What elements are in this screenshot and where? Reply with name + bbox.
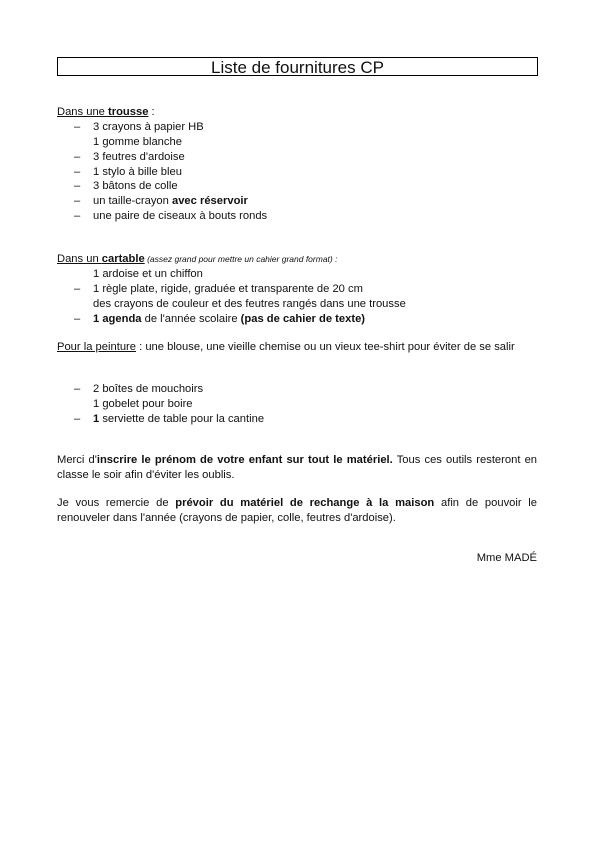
list-item [57,312,537,327]
paragraph-inscription [57,453,537,483]
list-item [57,135,537,150]
item-text: de l'année scolaire [141,312,241,325]
section-trousse [57,105,537,224]
item-text: serviette de table pour la cantine [99,412,265,425]
paragraph-bold: prévoir du matériel de rechange à la maison [175,497,435,509]
list-item [57,382,537,397]
heading-text: Dans une [57,106,108,118]
dash: – [74,150,81,163]
item-list [57,267,537,327]
item-list [57,120,537,224]
dash: – [74,383,81,395]
dash: – [74,282,81,295]
dash: – [74,312,81,325]
section-peinture [57,340,537,355]
section-heading [57,105,537,120]
list-item [57,150,537,165]
heading-suffix: : [148,106,155,118]
item-text: 3 feutres d'ardoise [93,150,185,163]
signature: Mme MADÉ [476,552,537,564]
item-bold: avec réservoir [171,195,248,208]
dash: – [74,180,81,193]
item-text: 3 crayons à papier HB [93,120,204,133]
item-bold: 1 agenda [93,312,142,325]
list-item [57,412,537,427]
heading-note: (assez grand pour mettre un cahier grand format) : [144,254,338,264]
heading-bold: trousse [108,106,149,118]
list-item [57,194,537,209]
item-text: 1 gobelet pour boire [93,397,193,410]
list-item [57,282,537,297]
title-box [57,57,538,76]
list-item [57,397,537,412]
list-item [57,297,537,312]
paragraph-text: afin de pouvoir le renouveler dans l'année (crayons de papier, colle, feutres d'ardoise). [57,497,538,524]
paragraph-text: : une blouse, une vieille chemise ou un vieux tee-shirt pour éviter de se salir [136,341,515,353]
section-heading [57,252,537,267]
section-misc [57,382,537,427]
item-text: 2 boîtes de mouchoirs [93,383,204,395]
dash: – [74,210,81,223]
paragraph-rechange [57,496,537,526]
dash: – [74,412,81,425]
item-bold: 1 [93,412,100,425]
list-item [57,267,537,282]
item-text: des crayons de couleur et des feutres rangés dans une trousse [93,297,406,310]
section-cartable [57,252,537,326]
paragraph-text: Tous ces outils resteront en classe le soir afin d'éviter les oublis. [57,454,538,481]
heading-text: Dans un [57,253,102,265]
paragraph-bold: inscrire le prénom de votre enfant sur tout le matériel. [96,454,393,466]
dash: – [74,120,81,133]
item-text: un taille-crayon [93,195,172,208]
paragraph-text: Merci d' [57,454,97,466]
item-text: 1 règle plate, rigide, graduée et transparente de 20 cm [93,282,363,295]
item-text: 1 stylo à bille bleu [93,165,182,178]
dash: – [74,165,81,178]
item-list [57,382,537,427]
heading-text: Pour la peinture [57,341,136,353]
section-paragraph [57,340,537,355]
item-bold: (pas de cahier de texte) [240,312,366,325]
list-item [57,120,537,135]
list-item [57,165,537,180]
item-text: 1 ardoise et un chiffon [93,267,203,280]
list-item [57,209,537,224]
item-text: une paire de ciseaux à bouts ronds [93,210,268,223]
dash: – [74,195,81,208]
paragraph-text: Je vous remercie de [57,497,176,509]
list-item [57,179,537,194]
item-text: 3 bâtons de colle [93,180,178,193]
item-text: 1 gomme blanche [93,135,182,148]
page-title: Liste de fournitures CP [211,58,384,77]
heading-bold: cartable [101,253,145,265]
